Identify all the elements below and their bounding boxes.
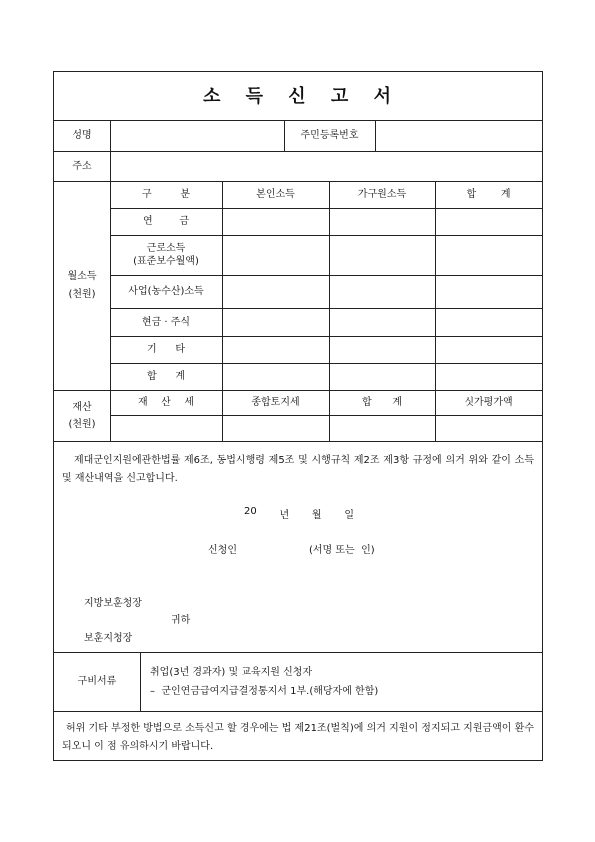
header-property-tax: 재 산 세 xyxy=(138,397,194,408)
row-earned-income: 근로소득 (표준보수월액) xyxy=(133,243,199,267)
documents-line-1: 취업(3년 경과자) 및 교육지원 신청자 xyxy=(150,667,313,678)
monthly-income-label-1: 월소득 xyxy=(67,270,97,282)
title-char: 서 xyxy=(373,85,393,107)
header-household-income: 가구원소득 xyxy=(357,189,407,200)
property-label-1: 재산 xyxy=(72,401,92,413)
header-land-tax: 종합토지세 xyxy=(251,397,300,408)
title-char: 고 xyxy=(330,85,351,107)
date-day-unit: 일 xyxy=(344,510,354,521)
row-sum: 합 계 xyxy=(147,371,185,382)
row-business-income: 사업(농수산)소득 xyxy=(128,286,204,297)
income-report-form xyxy=(53,71,543,761)
header-self-income: 본인소득 xyxy=(256,189,295,200)
date-year-unit: 년 xyxy=(279,510,290,521)
signature-note: (서명 또는 인) xyxy=(309,545,375,556)
monthly-income-label-2: (천원) xyxy=(68,288,96,300)
row-pension: 연 금 xyxy=(143,216,189,227)
header-market-value: 싯가평가액 xyxy=(464,397,513,408)
documents-line-2: – 군인연금급여지급결정통지서 1부.(해당자에 한함) xyxy=(150,686,379,697)
title-char: 득 xyxy=(245,85,266,107)
property-label xyxy=(54,390,110,441)
monthly-income-label xyxy=(54,181,110,390)
address-label: 주소 xyxy=(72,160,92,172)
header-property-total: 합 계 xyxy=(362,397,402,408)
declaration-text: 제대군인지원에관한법률 제6조, 동법시행령 제5조 및 시행규칙 제2조 제3항 규정에 의거 위와 같이 소득 및 재산내역을 신고합니다. xyxy=(62,455,534,484)
title-char: 신 xyxy=(288,85,308,107)
title-char: 소 xyxy=(203,85,223,107)
rrn-label: 주민등록번호 xyxy=(300,130,359,141)
warning-text: 허위 기타 부정한 방법으로 소득신고 할 경우에는 법 제21조(벌칙)에 의거 지원이 정지되고 지원금액이 환수되오니 이 점 유의하시기 바랍니다. xyxy=(62,723,534,752)
address-field[interactable] xyxy=(111,152,541,180)
documents-label: 구비서류 xyxy=(77,676,117,687)
row-cash-stock: 현금 · 주식 xyxy=(141,316,191,328)
office-branch: 보훈지청장 xyxy=(84,633,133,644)
applicant-label: 신청인 xyxy=(208,545,237,556)
date-line xyxy=(244,506,354,521)
office-regional: 지방보훈청장 xyxy=(84,598,142,609)
name-field[interactable] xyxy=(111,121,283,150)
addressee: 귀하 xyxy=(171,615,191,626)
rrn-field[interactable] xyxy=(376,121,541,150)
date-year: 20 xyxy=(244,506,257,517)
date-month-unit: 월 xyxy=(311,510,322,521)
property-label-2: (천원) xyxy=(68,418,96,430)
header-total: 합 계 xyxy=(466,189,511,200)
row-other: 기 타 xyxy=(147,344,185,355)
form-title xyxy=(54,72,542,120)
name-label: 성명 xyxy=(72,130,92,141)
header-category: 구 분 xyxy=(142,189,190,200)
